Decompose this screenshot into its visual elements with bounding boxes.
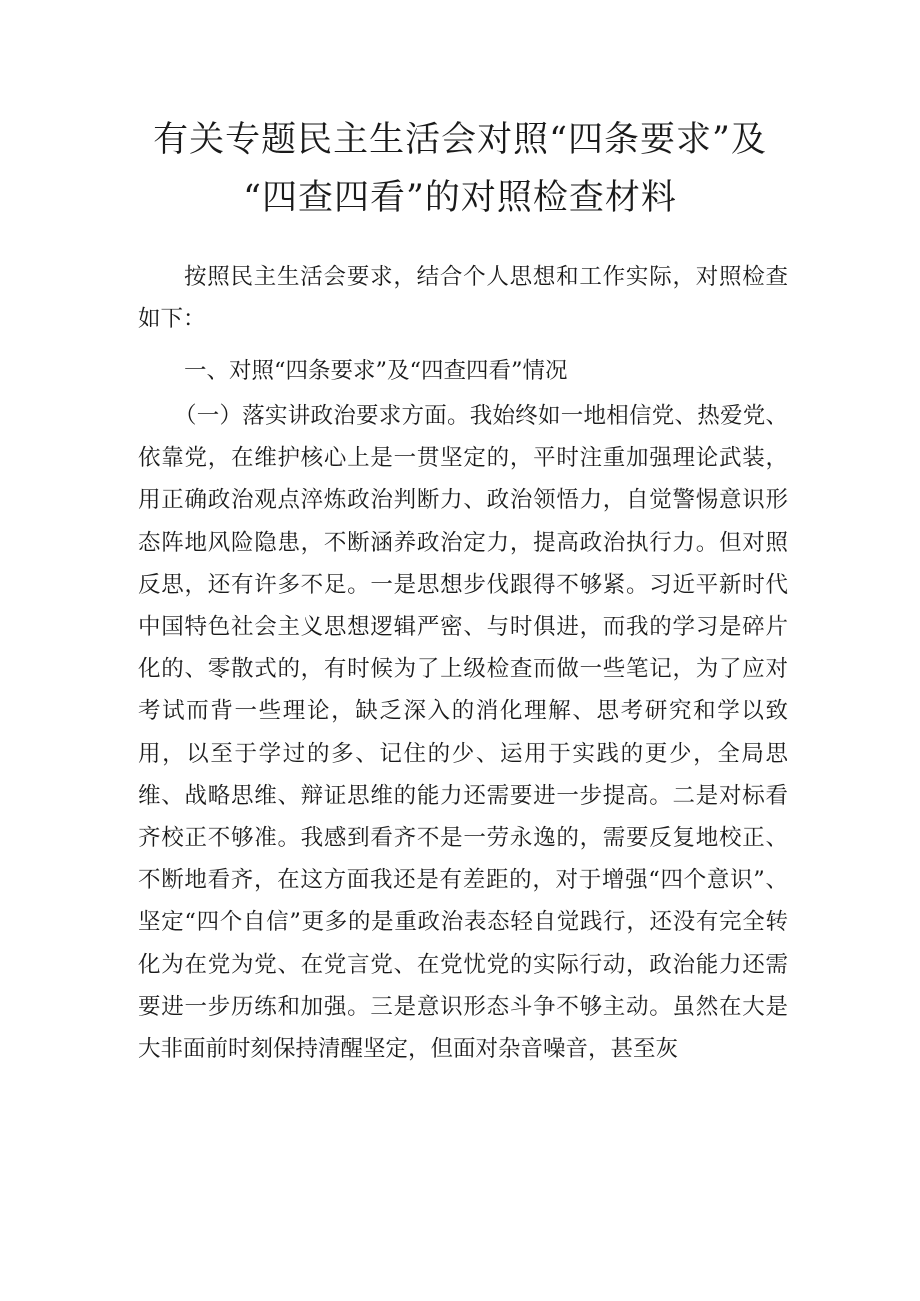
- section-heading: [138, 350, 788, 392]
- body-paragraph: [138, 395, 788, 1070]
- intro-paragraph: [138, 256, 788, 340]
- section-1-paragraph-1: （一）落实讲政治要求方面。我始终如一地相信党、热爱党、依靠党，在维护核心上是一贯坚定的，平时注重加强理论武装，用正确政治观点淬炼政治判断力、政治领悟力，自觉警惕意识形态阵地风险隐患，不断涵养政治定力，提高政治执行力。但对照反思，还有许多不足。一是思想步伐跟得不够紧。习近平新时代中国特色社会主义思想逻辑严密、与时俱进，而我的学习是碎片化的、零散式的，有时候为了上级检查而做一些笔记，为了应对考试而背一些理论，缺乏深入的消化理解、思考研究和学以致用，以至于学过的多、记住的少、运用于实践的更少，全局思维、战略思维、辩证思维的能力还需要进一步提高。二是对标看齐校正不够准。我感到看齐不是一劳永逸的，需要反复地校正、不断地看齐，在这方面我还是有差距的，对于增强“四个意识”、坚定“四个自信”更多的是重政治表态轻自觉践行，还没有完全转化为在党为党、在党言党、在党忧党的实际行动，政治能力还需要进一步历练和加强。三是意识形态斗争不够主动。虽然在大是大非面前时刻保持清醒坚定，但面对杂音噪音，甚至灰: [138, 403, 788, 1063]
- document-title-line-1: 有关专题民主生活会对照“四条要求”及: [153, 120, 767, 160]
- section-1-heading: 一、对照“四条要求”及“四查四看”情况: [184, 358, 568, 384]
- intro-text: 按照民主生活会要求，结合个人思想和工作实际，对照检查如下：: [138, 264, 788, 333]
- document-title-line-2: “四查四看”的对照检查材料: [243, 178, 677, 218]
